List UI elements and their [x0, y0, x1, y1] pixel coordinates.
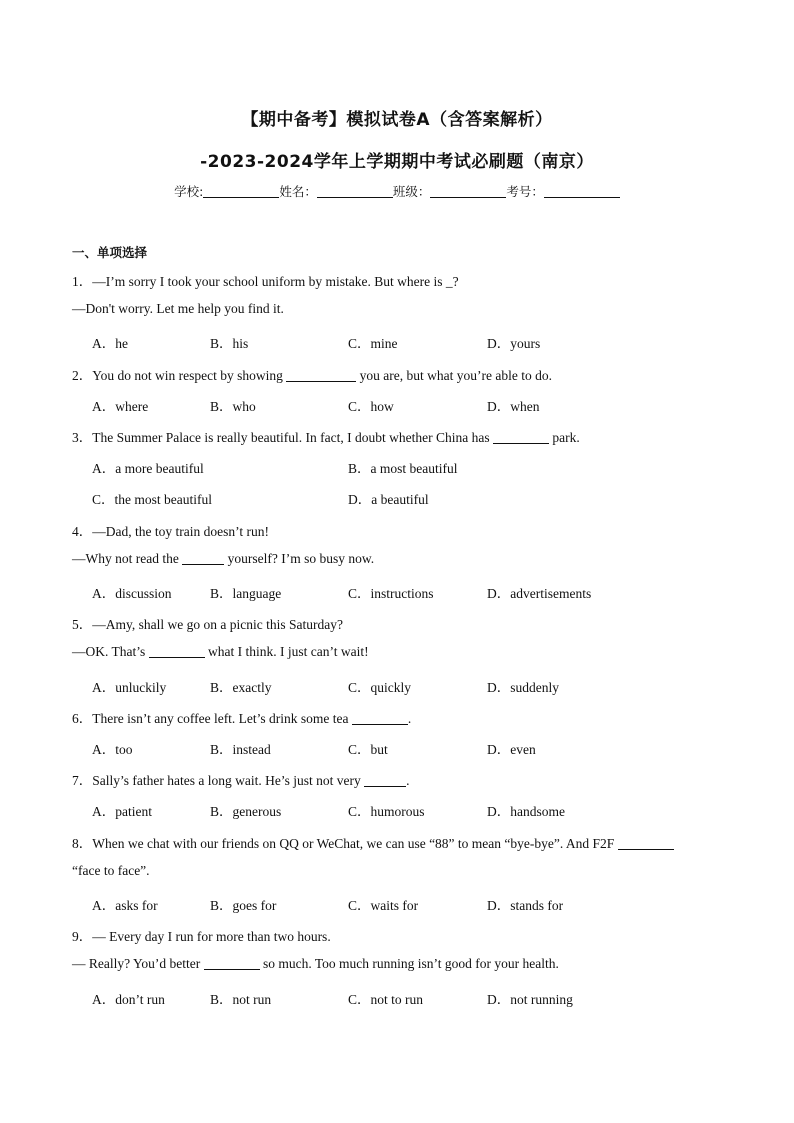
question-9-line-2: — Really? You’d better so much. Too much running isn’t good for your health.: [72, 956, 559, 971]
option-b[interactable]: B．goes for: [210, 898, 277, 913]
answer-blank: [286, 369, 356, 382]
question-1-line-1: 1．—I’m sorry I took your school uniform by mistake. But where is _?: [72, 274, 459, 289]
question-1-line-2: —Don't worry. Let me help you find it.: [72, 301, 284, 316]
school-label: 学校:: [174, 184, 204, 199]
option-a[interactable]: A．don’t run: [92, 992, 165, 1007]
option-b[interactable]: B．not run: [210, 992, 272, 1007]
answer-blank: [493, 431, 549, 444]
option-c[interactable]: C．but: [348, 742, 388, 757]
answer-blank: [182, 552, 224, 565]
option-a[interactable]: A．too: [92, 742, 133, 757]
option-a[interactable]: A．unluckily: [92, 680, 167, 695]
school-blank[interactable]: [203, 185, 279, 198]
option-c[interactable]: C．mine: [348, 336, 398, 351]
option-b[interactable]: B．his: [210, 336, 249, 351]
option-b[interactable]: B．a most beautiful: [348, 461, 458, 476]
option-d[interactable]: D．yours: [487, 336, 541, 351]
option-b[interactable]: B．generous: [210, 804, 282, 819]
option-c[interactable]: C．humorous: [348, 804, 425, 819]
option-a[interactable]: A．he: [92, 336, 128, 351]
option-d[interactable]: D．a beautiful: [348, 492, 429, 507]
option-d[interactable]: D．suddenly: [487, 680, 559, 695]
option-c[interactable]: C．instructions: [348, 586, 434, 601]
option-d[interactable]: D．when: [487, 399, 540, 414]
option-a[interactable]: A．discussion: [92, 586, 172, 601]
class-blank[interactable]: [430, 185, 506, 198]
question-4-line-1: 4．—Dad, the toy train doesn’t run!: [72, 524, 269, 539]
answer-blank: [352, 712, 408, 725]
question-5-line-2: —OK. That’s what I think. I just can’t wait!: [72, 644, 369, 659]
option-a[interactable]: A．asks for: [92, 898, 158, 913]
question-3-line-1: 3．The Summer Palace is really beautiful. In fact, I doubt whether China has park.: [72, 430, 580, 445]
option-b[interactable]: B．who: [210, 399, 256, 414]
option-d[interactable]: D．stands for: [487, 898, 564, 913]
exam-subtitle: -2023-2024学年上学期期中考试必刷题（南京）: [200, 152, 594, 172]
name-blank[interactable]: [317, 185, 393, 198]
question-4-line-2: —Why not read the yourself? I’m so busy now.: [72, 551, 375, 566]
option-b[interactable]: B．instead: [210, 742, 271, 757]
option-c[interactable]: C．not to run: [348, 992, 424, 1007]
question-7-line-1: 7．Sally’s father hates a long wait. He’s just not very .: [72, 773, 410, 788]
answer-blank: [364, 774, 406, 787]
number-label: 考号：: [506, 184, 544, 199]
option-b[interactable]: B．language: [210, 586, 282, 601]
name-label: 姓名：: [279, 184, 317, 199]
question-2-line-1: 2．You do not win respect by showing you are, but what you’re able to do.: [72, 368, 552, 383]
option-d[interactable]: D．not running: [487, 992, 573, 1007]
option-d[interactable]: D．advertisements: [487, 586, 592, 601]
student-info-row: [0, 182, 794, 200]
option-a[interactable]: A．a more beautiful: [92, 461, 204, 476]
option-a[interactable]: A．where: [92, 399, 149, 414]
question-9-line-1: 9．— Every day I run for more than two hours.: [72, 929, 331, 944]
class-label: 班级：: [392, 184, 431, 199]
option-c[interactable]: C．quickly: [348, 680, 411, 695]
answer-blank: [149, 645, 205, 658]
question-6-line-1: 6．There isn’t any coffee left. Let’s drink some tea .: [72, 711, 412, 726]
option-b[interactable]: B．exactly: [210, 680, 272, 695]
answer-blank: [204, 957, 260, 970]
question-5-line-1: 5．—Amy, shall we go on a picnic this Saturday?: [72, 617, 343, 632]
option-d[interactable]: D．handsome: [487, 804, 565, 819]
option-a[interactable]: A．patient: [92, 804, 152, 819]
number-blank[interactable]: [544, 185, 620, 198]
question-8-line-2: “face to face”.: [72, 863, 150, 878]
option-c[interactable]: C．waits for: [348, 898, 419, 913]
answer-blank: [618, 837, 674, 850]
question-8-line-1: 8．When we chat with our friends on QQ or WeChat, we can use “88” to mean “bye-bye”. And F2F: [72, 832, 674, 852]
section-heading: 一、单项选择: [72, 245, 148, 260]
exam-title: 【期中备考】模拟试卷A（含答案解析）: [241, 110, 553, 130]
option-c[interactable]: C．how: [348, 399, 394, 414]
option-d[interactable]: D．even: [487, 742, 536, 757]
option-c[interactable]: C．the most beautiful: [92, 492, 212, 507]
